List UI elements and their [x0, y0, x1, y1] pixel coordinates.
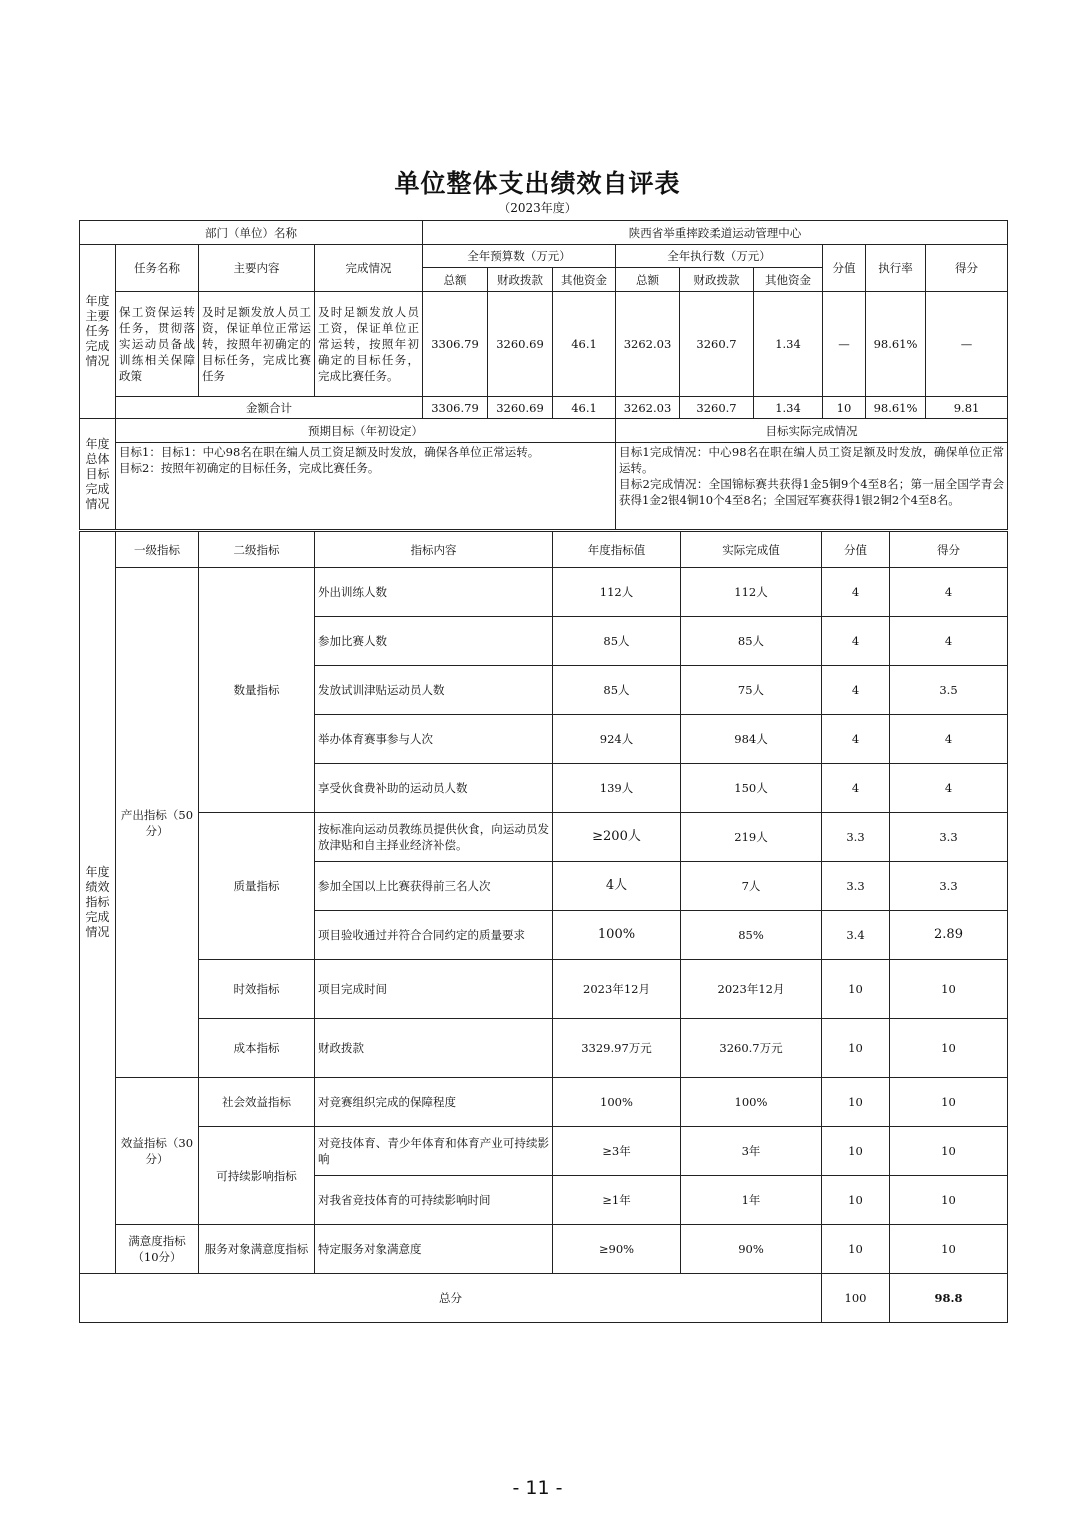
actual-goal-header: 目标实际完成情况: [616, 419, 1008, 443]
sum-exec-rate: 98.61%: [866, 397, 926, 419]
indicator-target: 85人: [553, 666, 681, 715]
budget-total-cell: 3306.79: [423, 292, 488, 397]
indicator-content: 对我省竞技体育的可持续影响时间: [315, 1176, 553, 1225]
indicator-content: 财政拨款: [315, 1019, 553, 1078]
indicator-actual: 150人: [681, 764, 822, 813]
indicator-content: 举办体育赛事参与人次: [315, 715, 553, 764]
indicator-table: [79, 531, 1008, 1323]
indicator-target: ≥200人: [553, 813, 681, 862]
sum-exec-fiscal: 3260.7: [680, 397, 754, 419]
col-score: 得分: [926, 245, 1008, 292]
indicator-actual: 85人: [681, 617, 822, 666]
indicator-target: ≥1年: [553, 1176, 681, 1225]
col-score-value: 分值: [822, 532, 890, 568]
expected-goal-header: 预期目标（年初设定）: [116, 419, 616, 443]
indicator-content: 外出训练人数: [315, 568, 553, 617]
total-score-value: 100: [822, 1274, 890, 1323]
indicator-score: 3.3: [890, 813, 1008, 862]
indicator-score: 4: [890, 568, 1008, 617]
indicator-score: 10: [890, 1127, 1008, 1176]
indicator-actual: 2023年12月: [681, 960, 822, 1019]
indicator-actual: 219人: [681, 813, 822, 862]
level2-sustainable: 可持续影响指标: [199, 1127, 315, 1225]
indicator-score-value: 4: [822, 715, 890, 764]
actual-goal-text: 目标1完成情况：中心98名在职在编人员工资足额及时发放，确保单位正常运转。 目标2完成情况：全国锦标赛共获得1金5铜9个4至8名；第一届全国学青会获得1金2银4铜10个4至8名；全国冠军赛获得1银2铜2个4至8名。: [616, 443, 1008, 530]
level2-quantity: 数量指标: [199, 568, 315, 813]
indicator-score: 4: [890, 617, 1008, 666]
expected-goal-text: 目标1：目标1：中心98名在职在编人员工资足额及时发放，确保各单位正常运转。 目标2：按照年初确定的目标任务，完成比赛任务。: [116, 443, 616, 530]
main-content-cell: 及时足额发放人员工资，保证单位正常运转，按照年初确定的目标任务，完成比赛任务: [199, 292, 315, 397]
col-indicator-content: 指标内容: [315, 532, 553, 568]
indicator-score-value: 10: [822, 1225, 890, 1274]
indicator-score-value: 3.3: [822, 813, 890, 862]
page-title: 单位整体支出绩效自评表: [394, 169, 681, 198]
level1-output: 产出指标（50分）: [116, 568, 199, 1078]
indicator-actual: 90%: [681, 1225, 822, 1274]
indicator-target: 100%: [553, 1078, 681, 1127]
indicator-target: 139人: [553, 764, 681, 813]
sum-score-value: 10: [823, 397, 866, 419]
exec-total-cell: 3262.03: [616, 292, 680, 397]
col-level1: 一级指标: [116, 532, 199, 568]
page-number: - 11 -: [512, 1477, 563, 1499]
indicator-target: ≥90%: [553, 1225, 681, 1274]
indicator-score-value: 10: [822, 1127, 890, 1176]
section1-label: 年度主要任务完成情况: [80, 245, 116, 419]
level2-cost: 成本指标: [199, 1019, 315, 1078]
indicator-score-value: 10: [822, 1176, 890, 1225]
indicator-content: 享受伙食费补助的运动员人数: [315, 764, 553, 813]
level1-benefit: 效益指标（30分）: [116, 1078, 199, 1225]
col-completion: 完成情况: [315, 245, 423, 292]
exec-rate-cell: 98.61%: [866, 292, 926, 397]
sum-score: 9.81: [926, 397, 1008, 419]
indicator-target: 4人: [553, 862, 681, 911]
completion-cell: 及时足额发放人员工资，保证单位正常运转，按照年初确定的目标任务，完成比赛任务。: [315, 292, 423, 397]
task-name-cell: 保工资保运转任务，贯彻落实运动员备战训练相关保障政策: [116, 292, 199, 397]
col-exec-total: 总额: [616, 268, 680, 292]
score-cell: —: [926, 292, 1008, 397]
indicator-score-value: 3.3: [822, 862, 890, 911]
sum-exec-total: 3262.03: [616, 397, 680, 419]
section3-label: 年度绩效指标完成情况: [80, 532, 116, 1274]
indicator-actual: 75人: [681, 666, 822, 715]
indicator-target: 112人: [553, 568, 681, 617]
indicator-score: 2.89: [890, 911, 1008, 960]
exec-other-cell: 1.34: [754, 292, 823, 397]
col-exec-group: 全年执行数（万元）: [616, 245, 823, 268]
indicator-score-value: 3.4: [822, 911, 890, 960]
sum-budget-other: 46.1: [553, 397, 616, 419]
indicator-content: 项目完成时间: [315, 960, 553, 1019]
page-subtitle: （2023年度）: [498, 201, 577, 215]
indicator-actual: 3年: [681, 1127, 822, 1176]
indicator-score-value: 4: [822, 568, 890, 617]
indicator-actual: 100%: [681, 1078, 822, 1127]
indicator-target: 924人: [553, 715, 681, 764]
col-exec-rate: 执行率: [866, 245, 926, 292]
indicator-content: 参加比赛人数: [315, 617, 553, 666]
level2-timeliness: 时效指标: [199, 960, 315, 1019]
indicator-content: 项目验收通过并符合合同约定的质量要求: [315, 911, 553, 960]
indicator-target: ≥3年: [553, 1127, 681, 1176]
unit-name-value: 陕西省举重摔跤柔道运动管理中心: [423, 221, 1008, 245]
sum-label: 金额合计: [116, 397, 423, 419]
indicator-score-value: 10: [822, 1078, 890, 1127]
indicator-content: 参加全国以上比赛获得前三名人次: [315, 862, 553, 911]
indicator-score: 10: [890, 960, 1008, 1019]
col-actual-value: 实际完成值: [681, 532, 822, 568]
col-level2: 二级指标: [199, 532, 315, 568]
col-exec-fiscal: 财政拨款: [680, 268, 754, 292]
level2-quality: 质量指标: [199, 813, 315, 960]
indicator-target: 3329.97万元: [553, 1019, 681, 1078]
indicator-score: 3.5: [890, 666, 1008, 715]
total-score: 98.8: [890, 1274, 1008, 1323]
col-main-content: 主要内容: [199, 245, 315, 292]
exec-fiscal-cell: 3260.7: [680, 292, 754, 397]
indicator-actual: 112人: [681, 568, 822, 617]
indicator-score-value: 4: [822, 666, 890, 715]
indicator-target: 100%: [553, 911, 681, 960]
indicator-content: 对竞技体育、青少年体育和体育产业可持续影响: [315, 1127, 553, 1176]
level1-satisfaction: 满意度指标（10分）: [116, 1225, 199, 1274]
col-score-value: 分值: [823, 245, 866, 292]
indicator-score: 10: [890, 1078, 1008, 1127]
col-budget-other: 其他资金: [553, 268, 616, 292]
col-budget-fiscal: 财政拨款: [488, 268, 553, 292]
indicator-content: 按标准向运动员教练员提供伙食，向运动员发放津贴和自主择业经济补偿。: [315, 813, 553, 862]
indicator-score: 10: [890, 1176, 1008, 1225]
indicator-actual: 7人: [681, 862, 822, 911]
indicator-score-value: 10: [822, 960, 890, 1019]
col-budget-group: 全年预算数（万元）: [423, 245, 616, 268]
unit-name-label: 部门（单位）名称: [80, 221, 423, 245]
col-exec-other: 其他资金: [754, 268, 823, 292]
indicator-score: 3.3: [890, 862, 1008, 911]
col-budget-total: 总额: [423, 268, 488, 292]
indicator-score: 10: [890, 1225, 1008, 1274]
indicator-content: 发放试训津贴运动员人数: [315, 666, 553, 715]
indicator-score-value: 4: [822, 764, 890, 813]
level2-service: 服务对象满意度指标: [199, 1225, 315, 1274]
indicator-score: 4: [890, 715, 1008, 764]
indicator-actual: 984人: [681, 715, 822, 764]
sum-exec-other: 1.34: [754, 397, 823, 419]
budget-fiscal-cell: 3260.69: [488, 292, 553, 397]
col-task-name: 任务名称: [116, 245, 199, 292]
score-value-cell: —: [823, 292, 866, 397]
indicator-score-value: 4: [822, 617, 890, 666]
indicator-target: 85人: [553, 617, 681, 666]
indicator-actual: 1年: [681, 1176, 822, 1225]
task-table: [79, 220, 1008, 530]
indicator-actual: 85%: [681, 911, 822, 960]
indicator-actual: 3260.7万元: [681, 1019, 822, 1078]
indicator-score: 10: [890, 1019, 1008, 1078]
sum-budget-fiscal: 3260.69: [488, 397, 553, 419]
col-score: 得分: [890, 532, 1008, 568]
indicator-score: 4: [890, 764, 1008, 813]
indicator-score-value: 10: [822, 1019, 890, 1078]
col-target-value: 年度指标值: [553, 532, 681, 568]
total-label: 总分: [80, 1274, 822, 1323]
indicator-content: 特定服务对象满意度: [315, 1225, 553, 1274]
sum-budget-total: 3306.79: [423, 397, 488, 419]
indicator-target: 2023年12月: [553, 960, 681, 1019]
indicator-content: 对竞赛组织完成的保障程度: [315, 1078, 553, 1127]
section2-label: 年度总体目标完成情况: [80, 419, 116, 530]
level2-social: 社会效益指标: [199, 1078, 315, 1127]
budget-other-cell: 46.1: [553, 292, 616, 397]
